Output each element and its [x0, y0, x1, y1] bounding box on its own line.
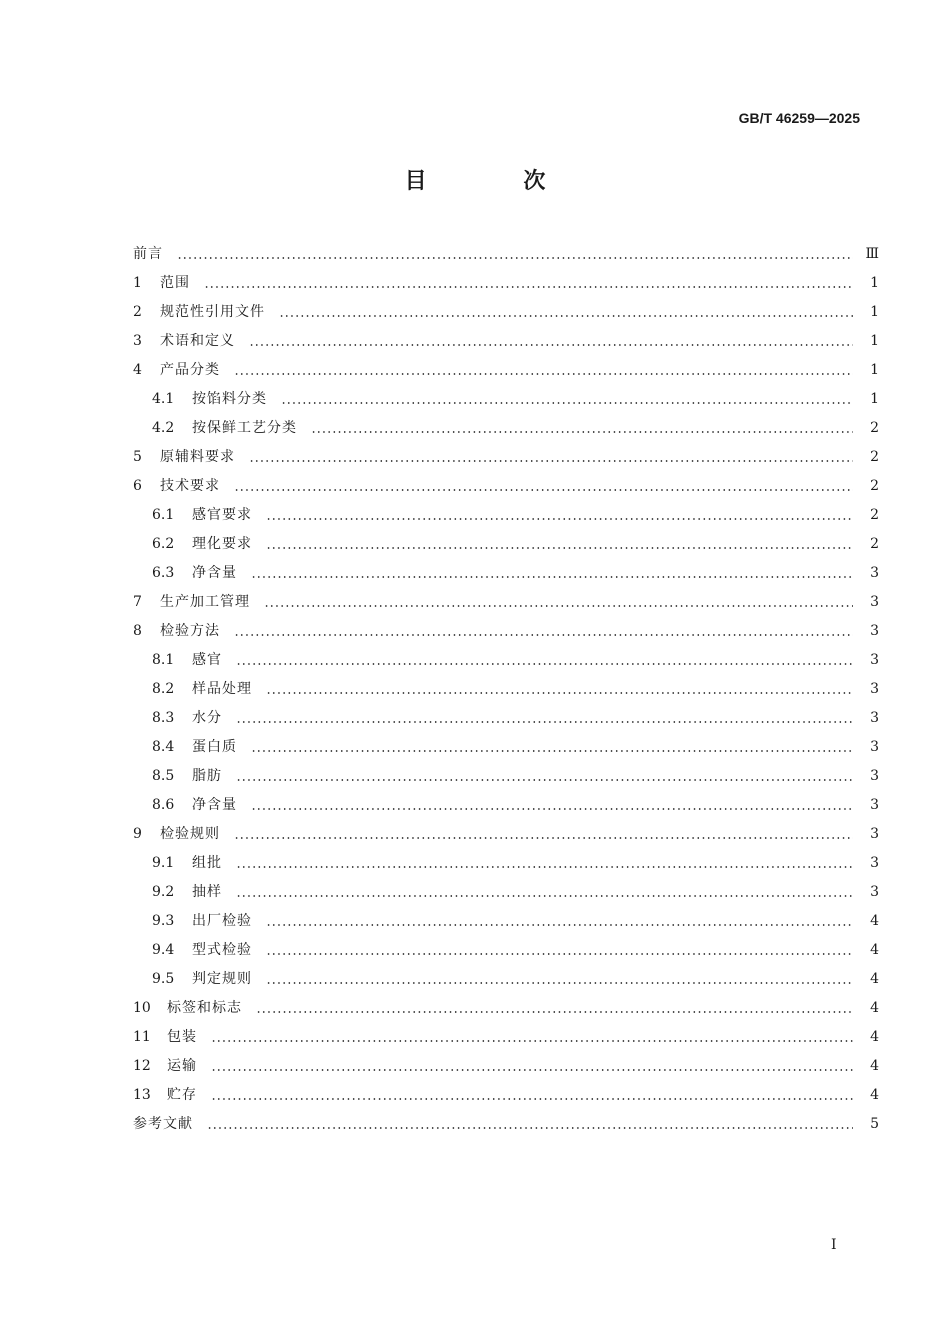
toc-entry-label: 贮存: [167, 1087, 197, 1103]
toc-entry-page: 3: [870, 710, 879, 726]
toc-entry-label: 型式检验: [192, 942, 252, 958]
toc-leader-dots: [251, 559, 853, 588]
toc-entry-number: 13: [133, 1087, 151, 1103]
toc-entry-number: 7: [133, 594, 142, 610]
toc-entry-number: 8: [133, 623, 142, 639]
toc-entry-page: 1: [870, 275, 879, 291]
toc-leader-dots: [236, 704, 853, 733]
toc-entry-number: 9.5: [152, 971, 175, 987]
toc-entry-page: 5: [870, 1116, 879, 1132]
toc-leader-dots: [177, 240, 853, 269]
toc-entry-label: 参考文献: [133, 1116, 193, 1132]
toc-entry-page: 1: [870, 304, 879, 320]
toc-entry-page: 1: [870, 362, 879, 378]
toc-entry-number: 9: [133, 826, 142, 842]
toc-entry-page: 4: [870, 913, 879, 929]
toc-leader-dots: [207, 1110, 853, 1139]
toc-entry-number: 8.3: [152, 710, 175, 726]
toc-leader-dots: [266, 965, 853, 994]
toc-entry-label: 出厂检验: [192, 913, 252, 929]
toc-entry-page: 2: [870, 420, 879, 436]
toc-entry[interactable]: [133, 733, 879, 762]
toc-entry-number: 8.5: [152, 768, 175, 784]
toc-leader-dots: [281, 385, 853, 414]
toc-entry[interactable]: [133, 994, 879, 1023]
toc-entry-label: 生产加工管理: [160, 594, 250, 610]
toc-leader-dots: [249, 443, 853, 472]
toc-entry[interactable]: [133, 472, 879, 501]
toc-entry-label: 原辅料要求: [160, 449, 235, 465]
toc-entry[interactable]: [133, 646, 879, 675]
toc-entry-page: 3: [870, 884, 879, 900]
toc-entry[interactable]: [133, 559, 879, 588]
toc-entry[interactable]: [133, 936, 879, 965]
toc-title: 目 次: [404, 169, 583, 194]
toc-entry-number: 2: [133, 304, 142, 320]
toc-entry-page: 3: [870, 652, 879, 668]
toc-entry-page: 3: [870, 594, 879, 610]
toc-leader-dots: [251, 733, 853, 762]
toc-entry-label: 术语和定义: [160, 333, 235, 349]
toc-leader-dots: [249, 327, 853, 356]
toc-entry-number: 11: [133, 1029, 151, 1045]
toc-entry-page: 4: [870, 1000, 879, 1016]
toc-entry-label: 按馅料分类: [192, 391, 267, 407]
toc-entry-page: 1: [870, 391, 879, 407]
toc-entry[interactable]: [133, 327, 879, 356]
toc-leader-dots: [234, 617, 853, 646]
toc-entry-number: 8.1: [152, 652, 175, 668]
toc-entry-label: 脂肪: [192, 768, 222, 784]
toc-entry[interactable]: [133, 1110, 879, 1139]
toc-leader-dots: [211, 1052, 853, 1081]
toc-entry[interactable]: [133, 443, 879, 472]
toc-leader-dots: [211, 1081, 853, 1110]
toc-entry-number: 6.3: [152, 565, 175, 581]
toc-entry[interactable]: [133, 820, 879, 849]
toc-entry-number: 1: [133, 275, 142, 291]
toc-leader-dots: [236, 849, 853, 878]
toc-leader-dots: [264, 588, 853, 617]
toc-entry-label: 净含量: [192, 797, 237, 813]
toc-entry[interactable]: [133, 530, 879, 559]
toc-entry[interactable]: [133, 675, 879, 704]
toc-entry-page: 1: [870, 333, 879, 349]
toc-entry-number: 12: [133, 1058, 151, 1074]
toc-entry[interactable]: [133, 240, 879, 269]
toc-entry-page: 3: [870, 681, 879, 697]
toc-entry[interactable]: [133, 298, 879, 327]
toc-entry[interactable]: [133, 617, 879, 646]
toc-entry-number: 5: [133, 449, 142, 465]
toc-entry[interactable]: [133, 269, 879, 298]
toc-entry-label: 包装: [167, 1029, 197, 1045]
toc-entry-label: 范围: [160, 275, 190, 291]
toc-entry-label: 抽样: [192, 884, 222, 900]
toc-entry-number: 8.6: [152, 797, 175, 813]
toc-entry-page: 2: [870, 507, 879, 523]
toc-entry-number: 9.3: [152, 913, 175, 929]
toc-leader-dots: [311, 414, 853, 443]
toc-leader-dots: [236, 646, 853, 675]
toc-entry[interactable]: [133, 965, 879, 994]
toc-entry-label: 理化要求: [192, 536, 252, 552]
toc-entry[interactable]: [133, 1081, 879, 1110]
toc-entry-label: 技术要求: [160, 478, 220, 494]
toc-entry[interactable]: [133, 588, 879, 617]
toc-entry[interactable]: [133, 791, 879, 820]
toc-leader-dots: [266, 907, 853, 936]
toc-entry-page: 3: [870, 797, 879, 813]
toc-entry-number: 6.2: [152, 536, 175, 552]
toc-entry[interactable]: [133, 704, 879, 733]
toc-entry-number: 9.1: [152, 855, 175, 871]
standard-code: GB/T 46259—2025: [738, 110, 860, 126]
toc-entry[interactable]: [133, 414, 879, 443]
toc-entry[interactable]: [133, 1052, 879, 1081]
toc-leader-dots: [251, 791, 853, 820]
toc-leader-dots: [211, 1023, 853, 1052]
toc-leader-dots: [204, 269, 853, 298]
toc-entry-number: 4.1: [152, 391, 175, 407]
toc-entry-page: Ⅲ: [865, 246, 879, 262]
toc-entry[interactable]: [133, 356, 879, 385]
toc-leader-dots: [279, 298, 853, 327]
toc-entry-page: 4: [870, 942, 879, 958]
toc-entry-label: 产品分类: [160, 362, 220, 378]
toc-entry-label: 运输: [167, 1058, 197, 1074]
toc-entry-label: 规范性引用文件: [160, 304, 265, 320]
toc-entry-number: 6: [133, 478, 142, 494]
toc-entry-page: 3: [870, 739, 879, 755]
toc-entry-number: 3: [133, 333, 142, 349]
toc-entry-page: 3: [870, 855, 879, 871]
toc-entry-label: 感官: [192, 652, 222, 668]
toc-leader-dots: [236, 762, 853, 791]
toc-leader-dots: [266, 936, 853, 965]
table-of-contents: [133, 240, 879, 1139]
toc-entry-page: 4: [870, 1029, 879, 1045]
toc-leader-dots: [236, 878, 853, 907]
toc-entry-page: 2: [870, 449, 879, 465]
toc-entry-number: 8.4: [152, 739, 175, 755]
toc-entry[interactable]: [133, 907, 879, 936]
toc-entry-number: 4: [133, 362, 142, 378]
toc-entry-label: 按保鲜工艺分类: [192, 420, 297, 436]
toc-entry-number: 4.2: [152, 420, 175, 436]
toc-entry-number: 6.1: [152, 507, 175, 523]
toc-entry-label: 样品处理: [192, 681, 252, 697]
toc-entry-page: 3: [870, 826, 879, 842]
toc-leader-dots: [256, 994, 853, 1023]
toc-entry[interactable]: [133, 762, 879, 791]
toc-entry-label: 标签和标志: [167, 1000, 242, 1016]
toc-leader-dots: [266, 675, 853, 704]
toc-entry-page: 3: [870, 623, 879, 639]
page-number: Ⅰ: [831, 1237, 837, 1253]
toc-entry-number: 10: [133, 1000, 151, 1016]
toc-leader-dots: [234, 356, 853, 385]
toc-leader-dots: [266, 530, 853, 559]
toc-entry-page: 4: [870, 971, 879, 987]
toc-entry-page: 3: [870, 768, 879, 784]
toc-entry-label: 前言: [133, 246, 163, 262]
toc-entry-number: 9.4: [152, 942, 175, 958]
toc-entry[interactable]: [133, 878, 879, 907]
toc-entry-label: 组批: [192, 855, 222, 871]
toc-leader-dots: [234, 820, 853, 849]
toc-entry-number: 8.2: [152, 681, 175, 697]
toc-leader-dots: [234, 472, 853, 501]
toc-entry-page: 2: [870, 478, 879, 494]
toc-entry-page: 4: [870, 1058, 879, 1074]
toc-entry-label: 蛋白质: [192, 739, 237, 755]
toc-entry-label: 净含量: [192, 565, 237, 581]
toc-entry-label: 检验规则: [160, 826, 220, 842]
toc-entry-page: 3: [870, 565, 879, 581]
toc-entry-label: 检验方法: [160, 623, 220, 639]
toc-entry-label: 感官要求: [192, 507, 252, 523]
toc-entry[interactable]: [133, 501, 879, 530]
toc-entry[interactable]: [133, 1023, 879, 1052]
toc-entry[interactable]: [133, 849, 879, 878]
toc-leader-dots: [266, 501, 853, 530]
toc-entry-number: 9.2: [152, 884, 175, 900]
toc-entry-label: 判定规则: [192, 971, 252, 987]
toc-entry-page: 4: [870, 1087, 879, 1103]
toc-entry-page: 2: [870, 536, 879, 552]
toc-entry[interactable]: [133, 385, 879, 414]
toc-entry-label: 水分: [192, 710, 222, 726]
